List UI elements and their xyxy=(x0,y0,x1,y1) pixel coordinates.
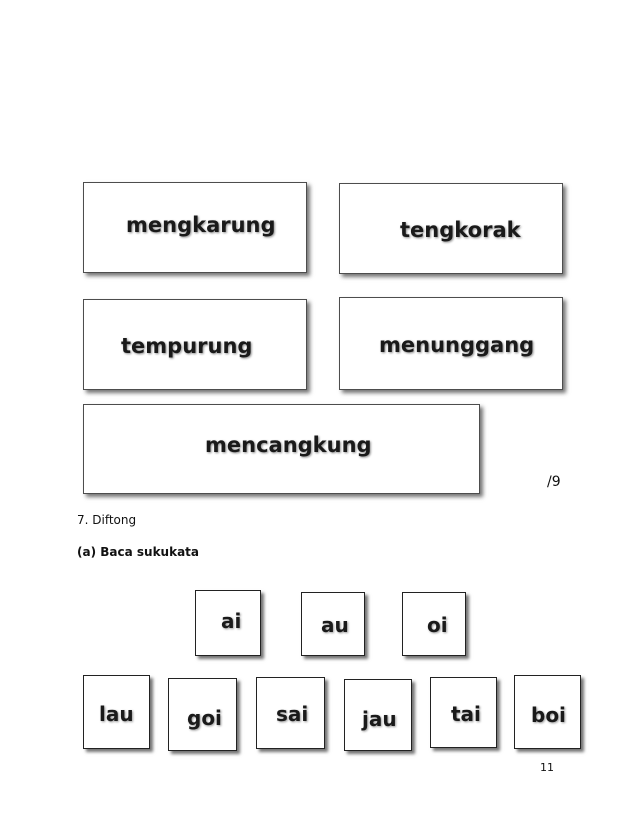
syllable-text: lau xyxy=(99,702,134,726)
word-card-tengkorak xyxy=(339,183,563,274)
syllable-text: boi xyxy=(531,703,566,727)
diphthong-tile-ai xyxy=(195,590,261,656)
word-card-text: tengkorak xyxy=(400,218,521,242)
word-card-mengkarung xyxy=(83,182,307,273)
section-subtitle: (a) Baca sukukata xyxy=(77,545,199,559)
word-card-mencangkung xyxy=(83,404,480,494)
diphthong-tile-au xyxy=(301,592,365,656)
diphthong-text: ai xyxy=(221,609,242,633)
syllable-text: tai xyxy=(451,702,481,726)
syllable-tile-tai xyxy=(430,677,497,748)
word-card-text: menunggang xyxy=(379,333,535,357)
syllable-text: sai xyxy=(276,702,309,726)
syllable-tile-jau xyxy=(344,679,412,751)
score-mark: /9 xyxy=(547,474,561,490)
syllable-tile-boi xyxy=(514,675,581,749)
syllable-text: jau xyxy=(362,707,397,731)
syllable-text: goi xyxy=(187,706,222,730)
word-card-tempurung xyxy=(83,299,307,390)
diphthong-text: oi xyxy=(427,613,448,637)
syllable-tile-lau xyxy=(83,675,150,749)
word-card-menunggang xyxy=(339,297,563,390)
word-card-text: mengkarung xyxy=(126,213,276,237)
syllable-tile-goi xyxy=(168,678,237,751)
word-card-text: mencangkung xyxy=(205,433,372,457)
diphthong-tile-oi xyxy=(402,592,466,656)
diphthong-text: au xyxy=(321,613,349,637)
syllable-tile-sai xyxy=(256,677,325,749)
word-card-text: tempurung xyxy=(121,334,253,358)
page-number: 11 xyxy=(540,761,554,774)
section-title: 7. Diftong xyxy=(77,513,137,527)
